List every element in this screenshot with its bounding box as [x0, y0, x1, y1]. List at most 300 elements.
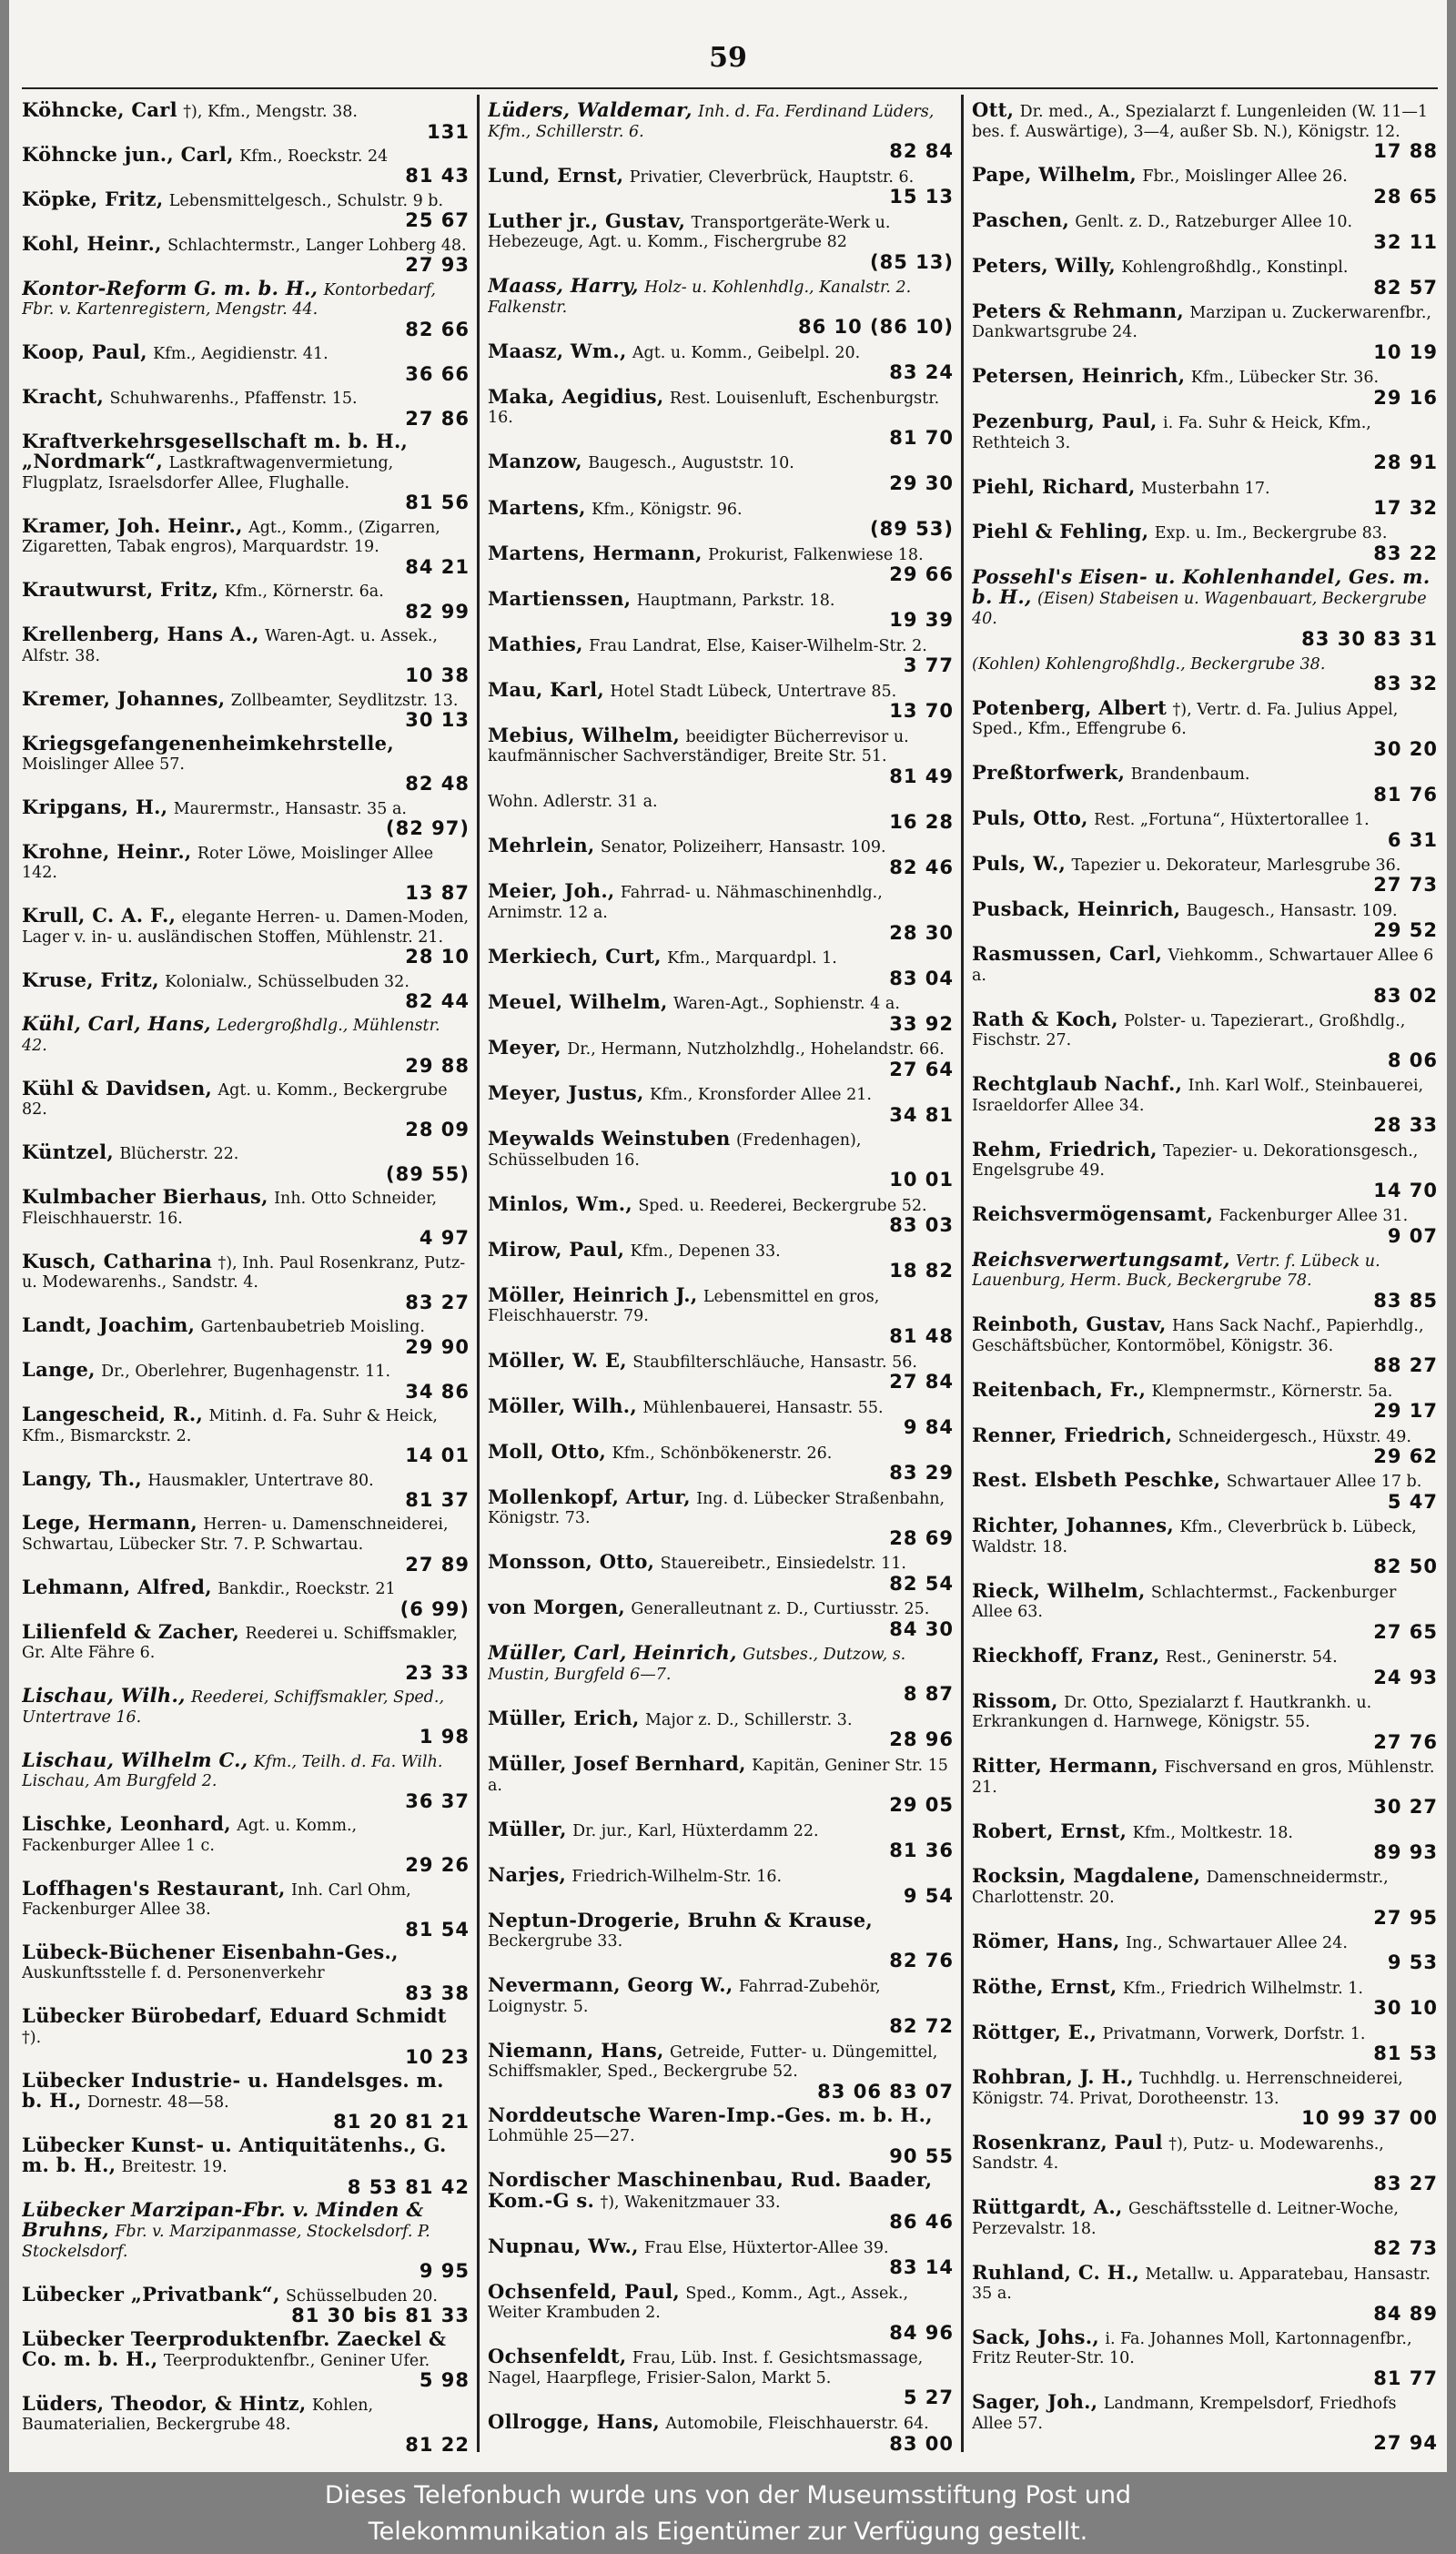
entry-phone-number: 83 22 [1373, 542, 1438, 564]
entry-name: Preßtorfwerk, [972, 761, 1126, 785]
entry-phone-number: 81 37 [405, 1489, 470, 1512]
entry-name: Kontor-Reform G. m. b. H., [22, 276, 318, 299]
entry-detail: Fahrrad-Zubehör, Loignystr. 5. [488, 1977, 881, 2016]
entry-name: Mirow, Paul, [488, 1237, 625, 1261]
entry-detail: Kfm., Lübecker Str. 36. [1190, 369, 1380, 388]
directory-entry [488, 1910, 954, 1975]
entry-name: Lischau, Wilhelm C., [22, 1748, 248, 1771]
directory-entry [488, 495, 954, 543]
entry-detail: Frau Else, Hüxtertor-Allee 39. [644, 2238, 889, 2257]
directory-entry [972, 1470, 1438, 1515]
directory-entry [972, 1578, 1438, 1646]
entry-detail: Moislinger Allee 57. [22, 755, 185, 774]
directory-entry [972, 1643, 1438, 1691]
entry-phone-number: 83 85 [1373, 1289, 1438, 1312]
entry-detail: Kohlen, Baumaterialien, Beckergrube 48. [22, 2396, 374, 2435]
entry-name: Reinboth, Gustav, [972, 1312, 1167, 1336]
entry-detail: Fbr., Moislinger Allee 26. [1142, 167, 1348, 187]
entry-detail: Sped. u. Reederei, Beckergrube 52. [638, 1196, 927, 1215]
entry-phone-number: 30 27 [1373, 1796, 1438, 1819]
entry-name: Rocksin, Magdalene, [972, 1864, 1201, 1888]
entry-detail: †). [22, 2028, 42, 2047]
directory-entry [972, 1137, 1438, 1204]
directory-entry [22, 797, 470, 842]
entry-phone-number: 5 98 [419, 2369, 470, 2392]
entry-detail: Fischversand en gros, Mühlenstr. 21. [972, 1758, 1435, 1797]
entry-name: Sack, Johs., [972, 2325, 1099, 2348]
directory-entry [22, 1187, 470, 1251]
entry-detail: Baugesch., Auguststr. 10. [588, 454, 794, 473]
entry-phone-number: 81 54 [405, 1918, 470, 1941]
entry-detail: Exp. u. Im., Beckergrube 83. [1154, 524, 1388, 543]
entry-phone-number: 27 64 [889, 1058, 954, 1080]
entry-detail: †), Wakenitzmauer 33. [600, 2193, 781, 2212]
directory-entry [972, 474, 1438, 522]
entry-phone-number: (6 99) [399, 1597, 470, 1620]
entry-name: Rehm, Friedrich, [972, 1137, 1158, 1160]
directory-entry [22, 431, 470, 516]
entry-detail: Kfm., Roeckstr. 24 [239, 147, 389, 166]
directory-entry [972, 210, 1438, 256]
directory-entry [972, 1931, 1438, 1977]
entry-name: Pape, Wilhelm, [972, 163, 1138, 187]
entry-detail: i. Fa. Johannes Moll, Kartonnagenfbr., Fritz Reuter-Str. 10. [972, 2329, 1412, 2368]
directory-entry [972, 366, 1438, 411]
directory-entry [22, 1942, 470, 2006]
entry-phone-number: 83 38 [405, 1982, 470, 2005]
entry-phone-number: 83 27 [405, 1291, 470, 1313]
entry-detail: Kolonialw., Schüsselbuden 32. [165, 972, 410, 991]
entry-phone-number: 27 93 [405, 254, 470, 277]
directory-entry [488, 725, 954, 791]
entry-name: Minlos, Wm., [488, 1191, 632, 1215]
entry-phone-number: 28 09 [405, 1119, 470, 1141]
directory-entry [488, 1439, 954, 1487]
entry-detail: Kfm., Friedrich Wilhelmstr. 1. [1122, 1979, 1363, 1998]
directory-entry [488, 1348, 954, 1396]
column-divider [477, 95, 480, 2452]
entry-phone-number: 82 50 [1373, 1556, 1438, 1578]
directory-entry [22, 1686, 470, 1749]
entry-detail: Marzipan u. Zuckerwarenfbr., Dankwartsgrube 24. [972, 303, 1431, 342]
entry-name: Nupnau, Ww., [488, 2234, 639, 2257]
entry-detail: Schuhwarenhs., Pfaffenstr. 15. [109, 390, 358, 409]
directory-entry [22, 1249, 470, 1315]
entry-detail: Tapezier u. Dekorateur, Marlesgrube 36. [1071, 856, 1401, 875]
directory-entry [972, 653, 1438, 698]
entry-name: Kramer, Joh. Heinr., [22, 513, 243, 537]
entry-detail: Kfm., Marquardpl. 1. [667, 949, 837, 968]
directory-entry [488, 2236, 954, 2282]
directory-entry [972, 1866, 1438, 1931]
entry-detail: Roter Löwe, Moislinger Allee 142. [22, 844, 434, 883]
entry-phone-number: 36 37 [405, 1789, 470, 1812]
entry-name: Meier, Joh., [488, 879, 615, 903]
directory-entry [488, 992, 954, 1038]
entry-phone-number: 27 86 [405, 407, 470, 430]
footer-notice [0, 2478, 1456, 2554]
directory-page [9, 0, 1447, 2472]
entry-name: Paschen, [972, 208, 1070, 232]
entry-phone-number: 81 43 [405, 165, 470, 187]
entry-phone-number: 27 94 [1373, 2432, 1438, 2455]
entry-name: Ochsenfeldt, [488, 2345, 627, 2368]
directory-entry [972, 301, 1438, 366]
entry-detail: Herren- u. Damenschneiderei, Schwartau, Lübecker Str. 7. P. Schwartau. [22, 1515, 449, 1555]
entry-phone-number: 1 98 [419, 1726, 470, 1748]
entry-name: Müller, Carl, Heinrich, [488, 1641, 737, 1665]
entry-phone-number: 84 96 [889, 2321, 954, 2344]
entry-name: Kriegsgefangenenheimkehrstelle, [22, 731, 394, 755]
entry-detail: Agt. u. Komm., Geibelpl. 20. [632, 343, 861, 362]
entry-detail: Kfm., Moltkestr. 18. [1132, 1823, 1293, 1842]
entry-detail: Kfm., Körnerstr. 6a. [224, 583, 384, 602]
directory-entry [972, 1974, 1438, 2022]
directory-entry [972, 2067, 1438, 2132]
entry-detail: elegante Herren- u. Damen-Moden, Lager v. in- u. ausländischen Stoffen, Mühlenstr. 21. [22, 908, 470, 947]
directory-entry [22, 2006, 470, 2070]
entry-name: Merkiech, Curt, [488, 945, 662, 968]
entry-name: Rasmussen, Carl, [972, 942, 1163, 966]
entry-phone-number: (89 55) [386, 1162, 470, 1185]
entry-name: Krull, C. A. F., [22, 904, 177, 927]
entry-detail: Kfm., Kronsforder Allee 21. [650, 1086, 872, 1105]
entry-name: Möller, Heinrich J., [488, 1282, 698, 1306]
entry-phone-number: 28 96 [889, 1728, 954, 1751]
directory-entry [972, 1515, 1438, 1580]
entry-name: Rest. Elsbeth Peschke, [972, 1468, 1221, 1492]
entry-phone-number: 28 91 [1373, 451, 1438, 474]
entry-detail: Schneidergesch., Hüxstr. 49. [1178, 1427, 1411, 1446]
directory-column-3 [972, 100, 1438, 2458]
entry-name: Lübecker Marzipan-Fbr. v. Minden & Bruhns, [22, 2197, 424, 2242]
entry-phone-number: 81 49 [889, 765, 954, 787]
entry-name: Sager, Joh., [972, 2390, 1098, 2414]
entry-detail: Generalleutnant z. D., Curtiusstr. 25. [631, 1600, 930, 1619]
entry-phone-number: 81 70 [889, 426, 954, 449]
entry-phone-number: 9 84 [903, 1416, 954, 1439]
entry-detail: Rest. „Fortuna“, Hüxtertorallee 1. [1094, 810, 1370, 829]
entry-detail: Lastkraftwagenvermietung, Flugplatz, Israelsdorfer Allee, Flughalle. [22, 454, 394, 492]
entry-detail: Major z. D., Schillerstr. 3. [644, 1710, 853, 1729]
directory-entry [972, 851, 1438, 899]
entry-name: Loffhagen's Restaurant, [22, 1876, 286, 1900]
entry-name: Manzow, [488, 450, 582, 473]
entry-name: Piehl, Richard, [972, 474, 1136, 498]
entry-name: Norddeutsche Waren-Imp.-Ges. m. b. H., [488, 2103, 933, 2127]
directory-entry [972, 2327, 1438, 2392]
entry-phone-number: 23 33 [405, 1661, 470, 1684]
entry-detail: Lebensmittel en gros, Fleischhauerstr. 79. [488, 1287, 880, 1326]
entry-phone-number: 82 57 [1373, 276, 1438, 299]
entry-name: Martens, [488, 495, 586, 519]
entry-phone-number: 9 54 [903, 1885, 954, 1908]
entry-detail: †), Inh. Paul Rosenkranz, Putz- u. Modewarenhs., Sandstr. 4. [22, 1253, 466, 1292]
entry-phone-number: 82 48 [405, 773, 470, 796]
entry-name: Möller, Wilh., [488, 1394, 637, 1417]
entry-name: Lübecker Bürobedarf, Eduard Schmidt [22, 2004, 447, 2028]
entry-name: Ollrogge, Hans, [488, 2409, 661, 2433]
entry-phone-number: 29 26 [405, 1854, 470, 1877]
entry-phone-number: 36 66 [405, 362, 470, 385]
entry-phone-number: 10 38 [405, 664, 470, 687]
directory-column-1 [22, 100, 470, 2458]
entry-name: Neptun-Drogerie, Bruhn & Krause, [488, 1908, 874, 1931]
directory-entry [488, 341, 954, 387]
entry-phone-number: 5 27 [903, 2387, 954, 2409]
directory-entry [22, 387, 470, 431]
directory-entry [488, 1597, 954, 1643]
entry-phone-number: 81 77 [1373, 2367, 1438, 2390]
directory-entry [972, 567, 1438, 653]
entry-detail: Kfm., Depenen 33. [630, 1242, 781, 1261]
directory-entry [972, 2392, 1438, 2457]
directory-entry [972, 2130, 1438, 2197]
directory-entry [22, 1577, 470, 1622]
entry-detail: Dr., Hermann, Nutzholzhdlg., Hohelandstr. 66. [567, 1040, 945, 1059]
entry-detail: Fahrrad- u. Nähmaschinenhdlg., Arnimstr. 12 a. [488, 884, 883, 922]
entry-phone-number: 81 22 [405, 2433, 470, 2456]
entry-detail: Rest. Louisenluft, Eschenburgstr. 16. [488, 389, 940, 428]
entry-name: Piehl & Fehling, [972, 520, 1149, 543]
entry-phone-number: 88 27 [1373, 1354, 1438, 1377]
entry-detail: Viehkomm., Schwartauer Allee 6 a. [972, 947, 1434, 986]
entry-detail: Frau, Lüb. Inst. f. Gesichtsmassage, Nagel, Haarpflege, Frisier-Salon, Markt 5. [488, 2349, 924, 2387]
entry-detail: Mühlenbauerei, Hansastr. 55. [642, 1398, 884, 1417]
directory-entry [22, 2326, 470, 2394]
entry-phone-number: 89 93 [1373, 1841, 1438, 1864]
entry-name: Köhncke, Carl [22, 100, 177, 121]
entry-phone-number: 29 66 [889, 563, 954, 586]
entry-detail: Sped., Komm., Agt., Assek., Weiter Krambuden 2. [488, 2284, 909, 2323]
directory-entry [972, 763, 1438, 808]
directory-entry [22, 1142, 470, 1187]
entry-phone-number: 33 92 [889, 1012, 954, 1035]
entry-name: Puls, W., [972, 851, 1067, 875]
entry-detail: Kfm., Königstr. 96. [592, 500, 743, 519]
directory-entry [488, 2346, 954, 2412]
entry-detail: Agt. u. Komm., Beckergrube 82. [22, 1080, 448, 1120]
directory-entry [22, 1513, 470, 1576]
entry-detail: Schwartauer Allee 17 b. [1226, 1473, 1422, 1492]
directory-entry [22, 189, 470, 234]
entry-phone-number: 82 72 [889, 2015, 954, 2038]
entry-name: Röthe, Ernst, [972, 1974, 1117, 1998]
entry-phone-number: 29 88 [405, 1054, 470, 1077]
directory-entry [488, 1083, 954, 1129]
directory-entry [22, 839, 470, 906]
directory-entry [22, 1466, 470, 1514]
directory-entry [972, 256, 1438, 301]
directory-entry [488, 881, 954, 947]
entry-name: Ritter, Hermann, [972, 1754, 1159, 1778]
entry-phone-number: 81 56 [405, 492, 470, 514]
directory-entry [488, 1282, 954, 1351]
entry-name: Müller, Erich, [488, 1706, 640, 1729]
entry-name: Lübecker Kunst- u. Antiquitätenhs., G. m. b. H., [22, 2133, 447, 2176]
directory-entry [22, 513, 470, 580]
footer-line-1: Dieses Telefonbuch wurde uns von der Museumsstiftung Post und [324, 2481, 1132, 2509]
entry-phone-number: 82 73 [1373, 2237, 1438, 2260]
entry-name: Kühl & Davidsen, [22, 1076, 213, 1100]
entry-name: Lund, Ernst, [488, 163, 624, 187]
entry-phone-number: 83 04 [889, 967, 954, 989]
entry-detail: Gutsbes., Dutzow, s. Mustin, Burgfeld 6—7. [488, 1646, 906, 1684]
entry-detail: beeidigter Bücherrevisor u. kaufmännischer Sachverständiger, Breite Str. 51. [488, 727, 909, 766]
entry-name: Peters & Rehmann, [972, 299, 1184, 322]
directory-entry [22, 1360, 470, 1404]
entry-name: Niemann, Hans, [488, 2038, 664, 2062]
entry-name: Rosenkranz, Paul [972, 2130, 1163, 2154]
entry-name: Lange, [22, 1358, 96, 1382]
entry-detail: (Kohlen) Kohlengroßhdlg., Beckergrube 38. [972, 654, 1326, 674]
entry-detail: Friedrich-Wilhelm-Str. 16. [571, 1867, 783, 1886]
entry-name: Pusback, Heinrich, [972, 897, 1181, 920]
entry-name: Martens, Hermann, [488, 541, 703, 564]
entry-phone-number: 16 28 [889, 810, 954, 833]
entry-detail: Zollbeamter, Seydlitzstr. 13. [230, 691, 459, 710]
entry-detail: Kfm., Aegidienstr. 41. [153, 345, 329, 364]
entry-phone-number: 5 47 [1387, 1490, 1438, 1513]
entry-name: Reichsverwertungsamt, [972, 1247, 1230, 1271]
entry-name: Müller, Josef Bernhard, [488, 1751, 746, 1775]
entry-detail: Blücherstr. 22. [119, 1145, 239, 1164]
directory-entry [22, 970, 470, 1015]
directory-entry [22, 2197, 470, 2285]
entry-name: Lilienfeld & Zacher, [22, 1619, 240, 1643]
entry-detail: Agt. u. Komm., Fackenburger Allee 1 c. [22, 1817, 358, 1855]
directory-entry [972, 1821, 1438, 1867]
entry-phone-number: 83 30 83 31 [1301, 627, 1438, 650]
entry-detail: Mitinh. d. Fa. Suhr & Heick, Kfm., Bismarckstr. 2. [22, 1407, 438, 1445]
entry-name: Küntzel, [22, 1140, 115, 1164]
entry-detail: Hauptmann, Parkstr. 18. [636, 591, 835, 610]
entry-detail: Waren-Agt., Sophienstr. 4 a. [673, 995, 900, 1014]
entry-name: Lübeck-Büchener Eisenbahn-Ges., [22, 1941, 399, 1964]
entry-name: Lehmann, Alfred, [22, 1575, 212, 1598]
entry-phone-number: 30 13 [405, 709, 470, 732]
entry-name: Mehrlein, [488, 834, 595, 857]
entry-phone-number: 82 84 [889, 140, 954, 163]
entry-phone-number: 29 52 [1373, 919, 1438, 942]
entry-name: Moll, Otto, [488, 1439, 607, 1463]
entry-name: Rissom, [972, 1688, 1058, 1712]
entry-name: Puls, Otto, [972, 806, 1088, 829]
entry-detail: Ledergroßhdlg., Mühlenstr. 42. [22, 1017, 440, 1055]
entry-phone-number: 9 53 [1387, 1951, 1438, 1974]
directory-entry [488, 634, 954, 680]
entry-detail: Maurermstr., Hansastr. 35 a. [173, 799, 407, 818]
entry-phone-number: 83 06 83 07 [817, 2080, 954, 2103]
directory-entry [488, 2038, 954, 2106]
top-rule [22, 87, 1438, 89]
entry-name: Lischke, Leonhard, [22, 1812, 231, 1836]
entry-phone-number: 83 02 [1373, 984, 1438, 1007]
directory-entry [488, 2170, 954, 2235]
entry-phone-number: 131 [427, 120, 470, 143]
entry-name: Langescheid, R., [22, 1403, 204, 1426]
directory-entry [972, 2197, 1438, 2262]
entry-phone-number: 83 32 [1373, 673, 1438, 695]
entry-phone-number: 83 14 [889, 2256, 954, 2279]
directory-entry [972, 100, 1438, 165]
entry-name: Petersen, Heinrich, [972, 364, 1186, 388]
directory-entry [972, 2260, 1438, 2327]
entry-phone-number: 29 16 [1373, 386, 1438, 409]
entry-name: Kühl, Carl, Hans, [22, 1012, 211, 1036]
entry-detail: Staubfilterschläuche, Hansastr. 56. [632, 1353, 917, 1372]
entry-detail: Wohn. Adlerstr. 31 a. [488, 793, 658, 812]
entry-phone-number: 32 11 [1373, 230, 1438, 253]
entry-phone-number: 13 70 [889, 700, 954, 723]
entry-name: Meyer, [488, 1036, 561, 1059]
entry-phone-number: 84 21 [405, 555, 470, 578]
directory-entry [22, 1404, 470, 1468]
directory-entry [22, 1076, 470, 1142]
entry-phone-number: 28 69 [889, 1526, 954, 1549]
directory-entry [972, 522, 1438, 567]
entry-phone-number: 10 01 [889, 1169, 954, 1191]
entry-name: Rieck, Wilhelm, [972, 1578, 1146, 1602]
entry-phone-number: 83 00 [889, 2432, 954, 2455]
entry-phone-number: 10 99 37 00 [1301, 2107, 1438, 2130]
entry-name: Römer, Hans, [972, 1929, 1120, 1952]
entry-name: Krautwurst, Fritz, [22, 578, 219, 602]
entry-detail: Brandenbaum. [1130, 765, 1250, 785]
entry-phone-number: 82 99 [405, 600, 470, 623]
entry-name: Lübecker Teerproduktenfbr. Zaeckel & Co. m. b. H., [22, 2326, 447, 2370]
entry-phone-number: 6 31 [1387, 828, 1438, 851]
entry-phone-number: 28 65 [1373, 185, 1438, 208]
entry-detail: Automobile, Fleischhauerstr. 64. [665, 2414, 929, 2433]
entry-phone-number: 81 76 [1373, 783, 1438, 806]
directory-entry [22, 231, 470, 279]
directory-entry [22, 1814, 470, 1878]
entry-detail: Holz- u. Kohlenhdlg., Kanalstr. 2. Falkenstr. [488, 279, 912, 317]
directory-entry [488, 2409, 954, 2458]
directory-entry [488, 1972, 954, 2041]
entry-detail: Breitestr. 19. [121, 2157, 228, 2176]
entry-name: Kripgans, H., [22, 795, 168, 818]
directory-entry [488, 1643, 954, 1708]
entry-name: Reitenbach, Fr., [972, 1377, 1147, 1401]
entry-phone-number: 81 53 [1373, 2042, 1438, 2065]
entry-name: Mau, Karl, [488, 677, 604, 701]
entry-detail: Inh. Carl Ohm, Fackenburger Allee 38. [22, 1880, 411, 1920]
entry-name: Kusch, Catharina [22, 1249, 213, 1272]
entry-phone-number: 4 97 [419, 1227, 470, 1250]
entry-detail: Waren-Agt. u. Assek., Alfstr. 38. [22, 627, 438, 665]
entry-name: Kohl, Heinr., [22, 231, 162, 255]
entry-detail: Klempnermstr., Körnerstr. 5a. [1151, 1382, 1393, 1401]
directory-entry [972, 411, 1438, 476]
directory-entry [22, 2068, 470, 2135]
entry-phone-number: (85 13) [870, 250, 954, 273]
entry-detail: Senator, Polizeiherr, Hansastr. 109. [600, 838, 886, 857]
entry-detail: Privatier, Cleverbrück, Hauptstr. 6. [629, 167, 915, 187]
entry-detail: Schlachtermstr., Langer Lohberg 48. [167, 236, 467, 255]
entry-detail: †), Kfm., Mengstr. 38. [183, 103, 358, 121]
entry-detail: Inh. Otto Schneider, Fleischhauerstr. 16. [22, 1190, 438, 1228]
entry-phone-number: 27 73 [1373, 874, 1438, 897]
entry-name: Meywalds Weinstuben [488, 1127, 731, 1150]
page-number: 59 [709, 42, 747, 74]
directory-entry [972, 2022, 1438, 2068]
entry-name: Möller, W. E, [488, 1348, 627, 1372]
directory-entry [972, 165, 1438, 210]
entry-phone-number: 24 93 [1373, 1666, 1438, 1688]
entry-name: Potenberg, Albert [972, 695, 1168, 719]
